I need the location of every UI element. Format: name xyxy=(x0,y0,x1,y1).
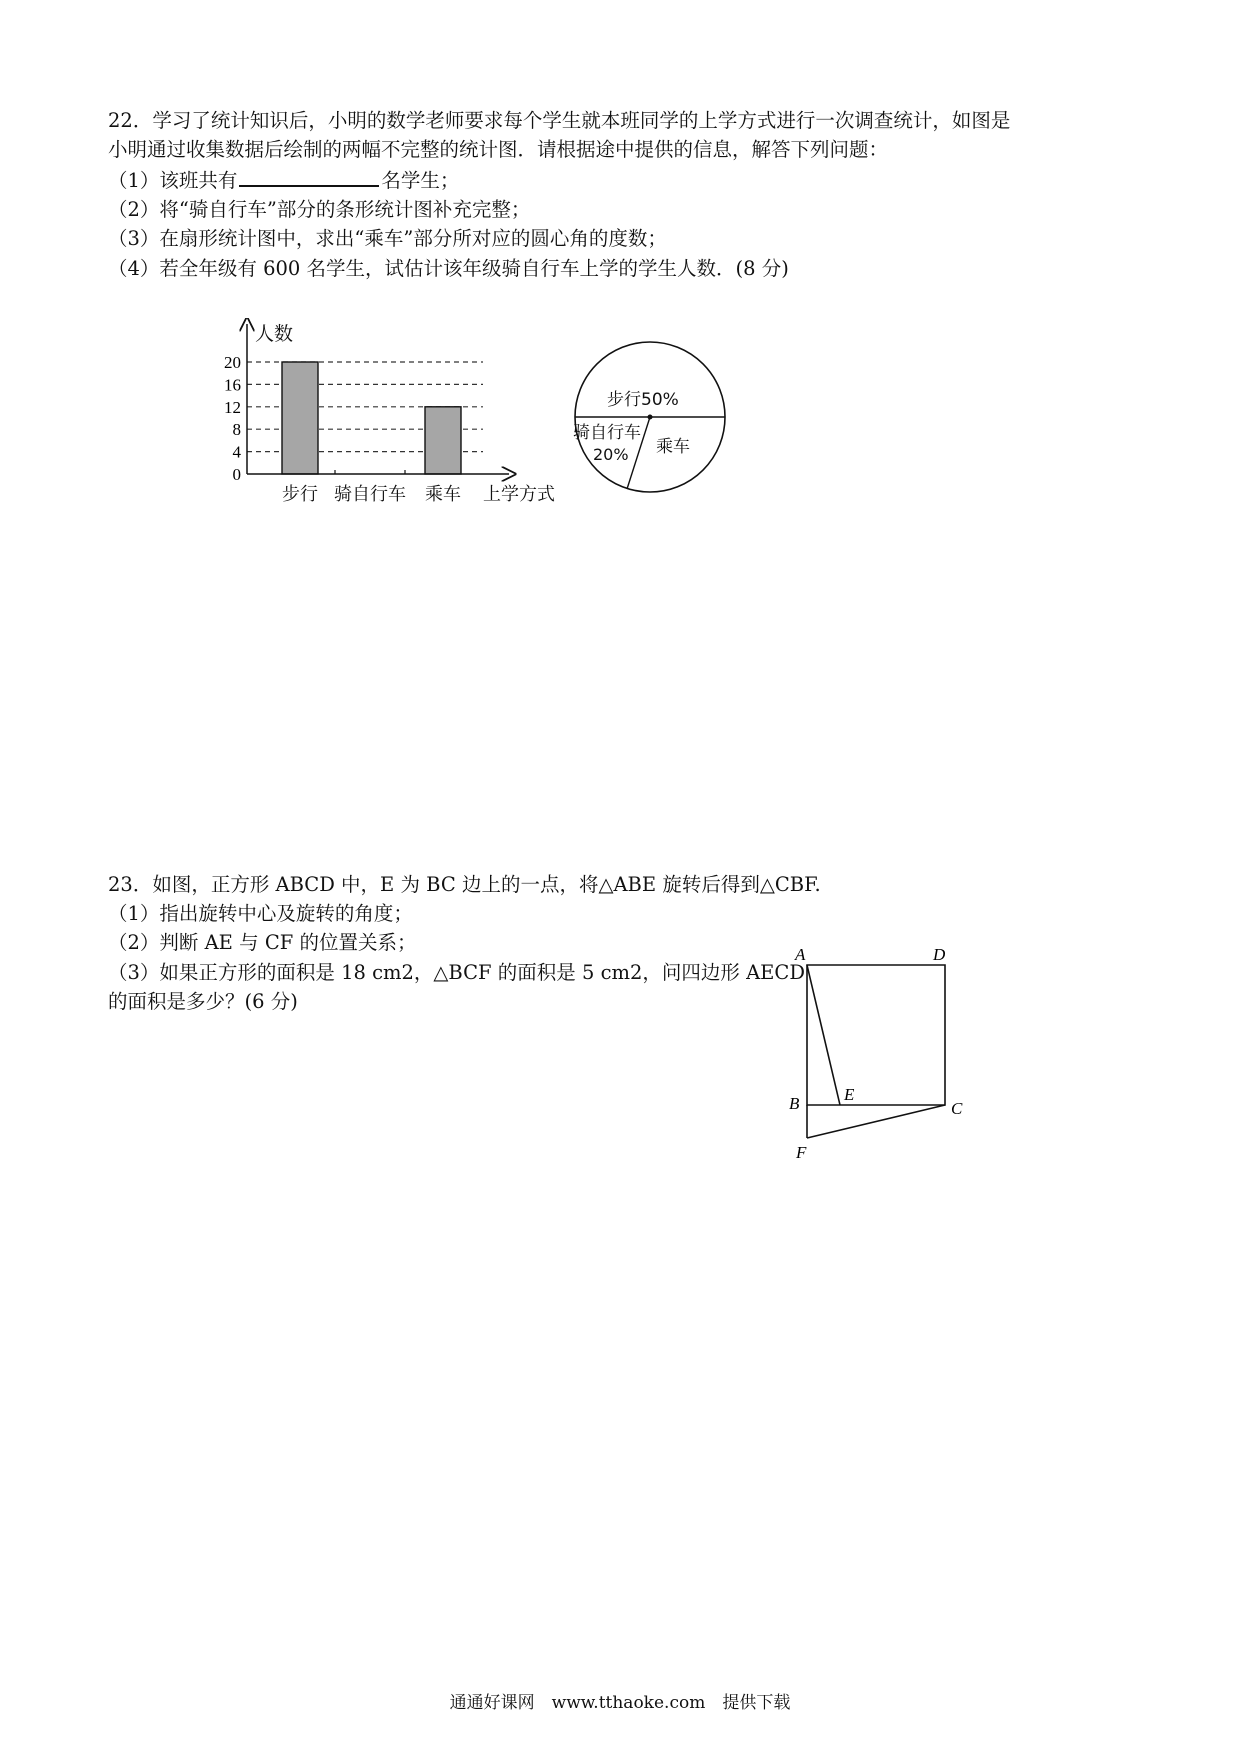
q22-part1-prefix: （1）该班共有 xyxy=(108,169,238,192)
pie-label-bike-percent: 20% xyxy=(593,445,629,464)
q22-line2: 小明通过收集数据后绘制的两幅不完整的统计图．请根据途中提供的信息，解答下列问题： xyxy=(108,138,889,161)
y-tick-labels xyxy=(224,353,242,484)
y-tick-label: 4 xyxy=(232,442,241,462)
square-figure xyxy=(780,938,980,1168)
point-label-d: D xyxy=(933,945,946,964)
y-tick-label: 20 xyxy=(224,353,241,372)
x-axis-label: 上学方式 xyxy=(483,484,555,505)
footer-text: 通通好课网 www.tthaoke.com 提供下载 xyxy=(449,1693,791,1713)
q23-part3: （3）如果正方形的面积是 18 cm2，△BCF 的面积是 5 cm2，问四边形 AECD xyxy=(108,961,805,984)
x-tick-label: 乘车 xyxy=(425,484,461,505)
y-tick-label: 8 xyxy=(232,420,241,440)
q22-part1-suffix: 名学生； xyxy=(381,169,460,192)
q23-part3-cont: 的面积是多少？(6 分) xyxy=(108,990,298,1013)
q23-line1: 23．如图，正方形 ABCD 中，E 为 BC 边上的一点，将△ABE 旋转后得到△CBF. xyxy=(108,873,821,896)
q22-line1: 22．学习了统计知识后，小明的数学老师要求每个学生就本班同学的上学方式进行一次调查统计，如图是 xyxy=(108,109,1011,132)
point-label-f: F xyxy=(796,1143,807,1162)
point-label-a: A xyxy=(795,945,806,964)
y-tick-label: 16 xyxy=(224,375,241,395)
q22-part4: （4）若全年级有 600 名学生，试估计该年级骑自行车上学的学生人数．(8 分) xyxy=(108,257,789,280)
segment-fc xyxy=(807,1105,945,1138)
square-abcd xyxy=(807,965,945,1105)
q22-part2: （2）将“骑自行车”部分的条形统计图补充完整； xyxy=(108,198,531,221)
y-tick-label: 0 xyxy=(232,465,241,484)
pie-center-dot xyxy=(648,415,653,420)
q23-part2: （2）判断 AE 与 CF 的位置关系； xyxy=(108,931,417,954)
q22-part1 xyxy=(108,167,459,194)
y-axis-label: 人数 xyxy=(255,323,294,345)
x-tick-labels xyxy=(282,470,461,505)
x-tick-label: 骑自行车 xyxy=(334,484,406,505)
segment-ae xyxy=(807,965,840,1105)
bar-2 xyxy=(425,407,461,474)
bar-chart xyxy=(215,318,560,513)
bar-0 xyxy=(282,362,318,474)
point-label-c: C xyxy=(951,1099,963,1118)
point-label-b: B xyxy=(789,1094,800,1113)
x-tick-label: 步行 xyxy=(282,484,318,505)
pie-label-walk: 步行50% xyxy=(607,390,679,410)
y-tick-label: 12 xyxy=(224,397,241,417)
pie-chart xyxy=(570,335,740,500)
answer-blank xyxy=(239,167,379,187)
q22-part3: （3）在扇形统计图中，求出“乘车”部分所对应的圆心角的度数； xyxy=(108,227,667,250)
point-label-e: E xyxy=(844,1085,855,1104)
q23-part1: （1）指出旋转中心及旋转的角度； xyxy=(108,902,413,925)
bar-series xyxy=(282,362,461,474)
pie-label-bus: 乘车 xyxy=(656,437,690,457)
pie-label-bike: 骑自行车 xyxy=(573,423,641,443)
